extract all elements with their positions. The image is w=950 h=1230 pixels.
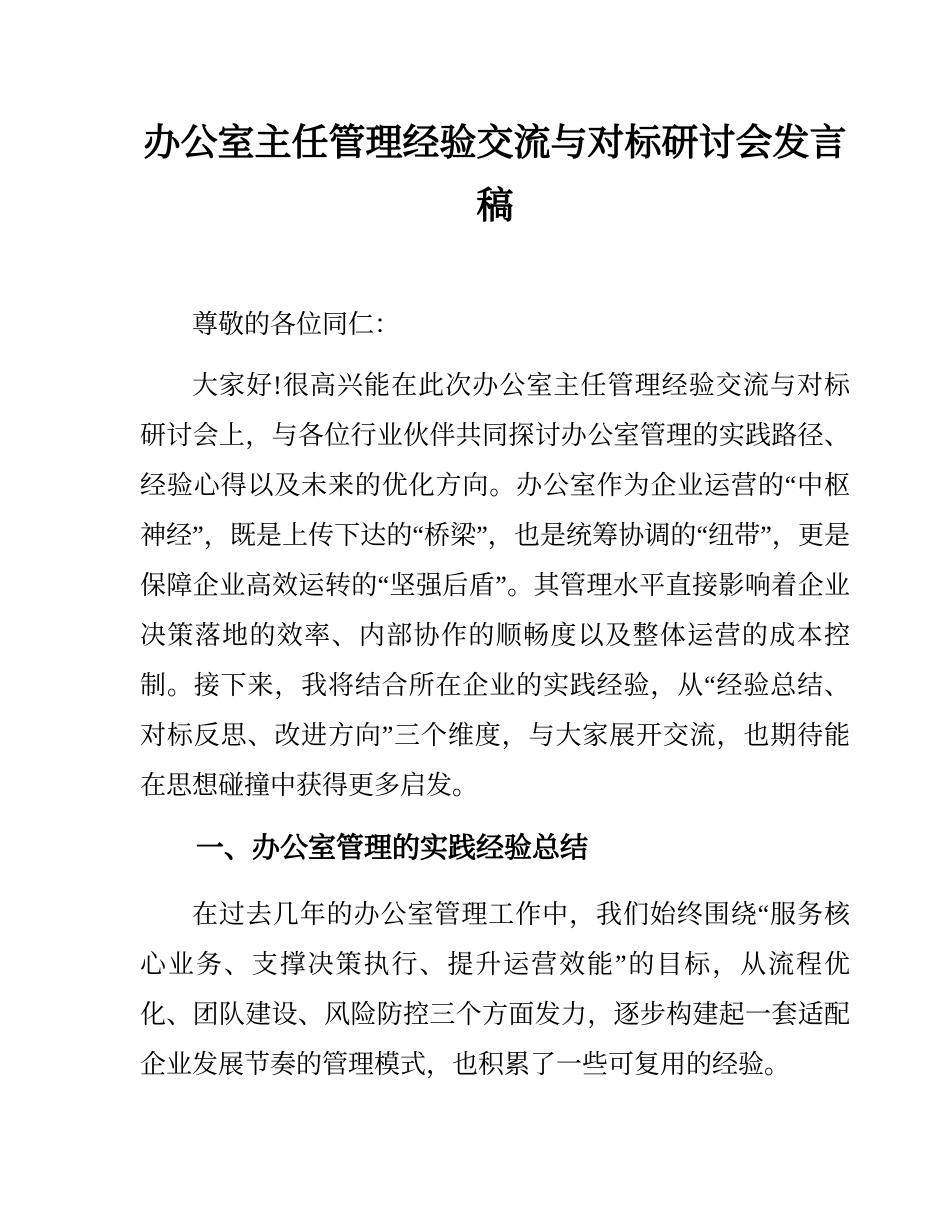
section-heading-1: 一、办公室管理的实践经验总结 <box>196 832 589 863</box>
document-title: 办公室主任管理经验交流与对标研讨会发言稿 <box>143 123 847 227</box>
salutation: 尊敬的各位同仁： <box>192 310 401 339</box>
section-1-paragraph: 在过去几年的办公室管理工作中，我们始终围绕“服务核心业务、支撑决策执行、提升运营效能”的目标，从流程优化、团队建设、风险防控三个方面发力，逐步构建起一套适配企业发展节奏的管理模式，也积累了一些可复用的经验。 <box>140 900 850 1079</box>
intro-paragraph: 大家好!很高兴能在此次办公室主任管理经验交流与对标研讨会上，与各位行业伙伴共同探讨办公室管理的实践路径、经验心得以及未来的优化方向。办公室作为企业运营的“中枢神经”，既是上传下达的“桥梁”，也是统筹协调的“纽带”，更是保障企业高效运转的“坚强后盾”。其管理水平直接影响着企业决策落地的效率、内部协作的顺畅度以及整体运营的成本控制。接下来，我将结合所在企业的实践经验，从“经验总结、对标反思、改进方向”三个维度，与大家展开交流，也期待能在思想碰撞中获得更多启发。 <box>140 371 850 800</box>
